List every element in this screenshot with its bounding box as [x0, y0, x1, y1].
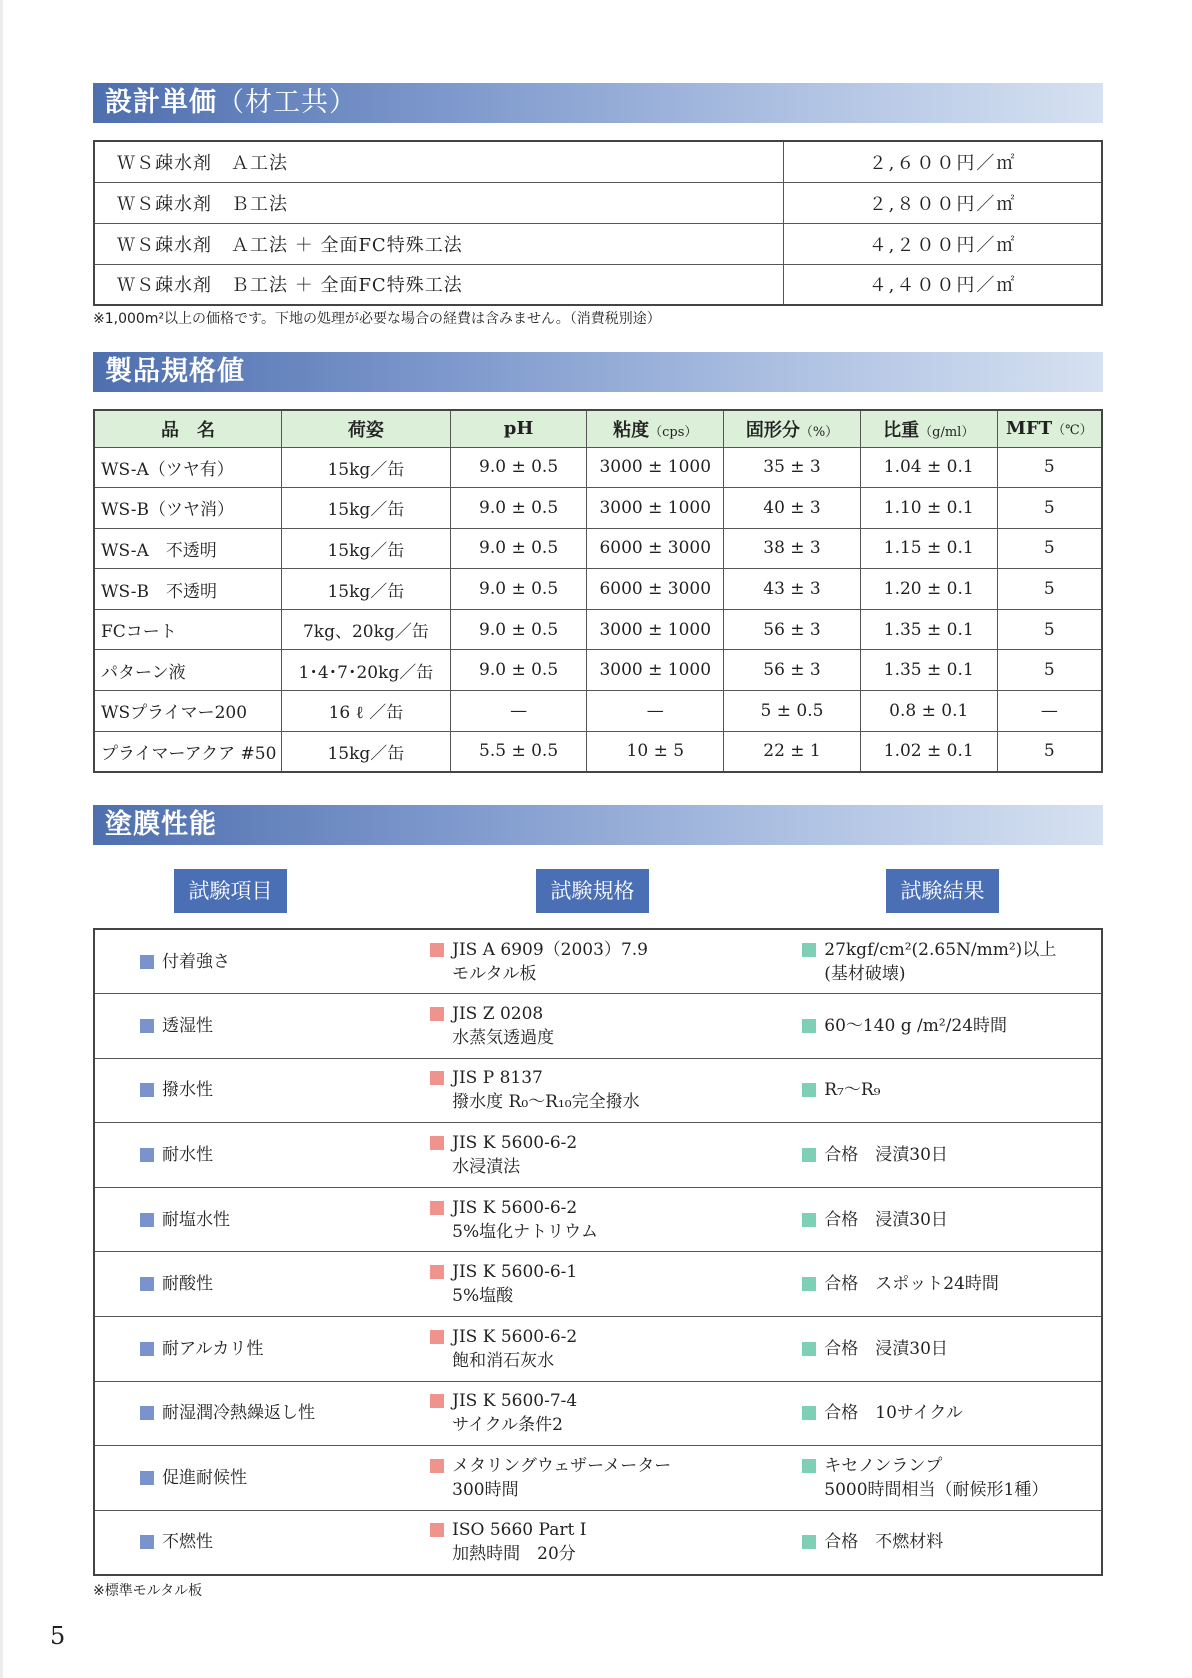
spec-row [94, 609, 1102, 650]
section-title: 製品規格値 [105, 356, 245, 387]
spec-row [94, 447, 1102, 488]
green-square-icon [802, 1083, 816, 1097]
perf-result-cell [802, 1446, 1102, 1511]
spec-cell-viscosity: 6000 ± 3000 [587, 569, 724, 610]
perf-item-label: 耐酸性 [162, 1274, 213, 1295]
perf-item-label: 耐アルカリ性 [162, 1338, 264, 1359]
spec-cell-viscosity: — [587, 691, 724, 732]
perf-result-line1: 合格 浸漬30日 [824, 1145, 948, 1166]
col-header-mft: MFT（℃） [997, 410, 1102, 447]
perf-item-cell [94, 1252, 430, 1317]
perf-standard-cell [430, 1446, 802, 1511]
spec-cell-pack: 15kg／缶 [282, 731, 451, 772]
perf-result-line1: 合格 スポット24時間 [824, 1274, 999, 1295]
spec-cell-mft: 5 [997, 569, 1102, 610]
pink-square-icon [430, 1201, 444, 1215]
section-header-spec [93, 352, 1103, 392]
perf-row [94, 1317, 1102, 1382]
pink-square-icon [430, 1523, 444, 1537]
spec-cell-name: プライマーアクア #50 [94, 731, 282, 772]
perf-item-cell [94, 994, 430, 1059]
section-header-price [93, 83, 1103, 123]
spec-row [94, 650, 1102, 691]
perf-item-cell [94, 1510, 430, 1575]
perf-standard-line2: サイクル条件2 [452, 1415, 563, 1436]
spec-cell-name: パターン液 [94, 650, 282, 691]
spec-cell-ph: 9.0 ± 0.5 [450, 609, 587, 650]
spec-cell-mft: 5 [997, 650, 1102, 691]
spec-cell-mft: — [997, 691, 1102, 732]
perf-result-cell [802, 929, 1102, 994]
pink-square-icon [430, 1265, 444, 1279]
green-square-icon [802, 1459, 816, 1473]
perf-item-label: 耐湿潤冷熱繰返し性 [162, 1403, 315, 1424]
perf-standard-line2: 飽和消石灰水 [452, 1350, 555, 1371]
perf-standard-cell [430, 1252, 802, 1317]
pink-square-icon [430, 1071, 444, 1085]
perf-result-line1: 合格 浸漬30日 [824, 1338, 948, 1359]
spec-row [94, 488, 1102, 529]
green-square-icon [802, 1535, 816, 1549]
green-square-icon [802, 1019, 816, 1033]
perf-standard-line1: JIS K 5600-6-2 [452, 1197, 578, 1218]
spec-cell-gravity: 1.20 ± 0.1 [860, 569, 997, 610]
perf-result-line2: (基材破壊) [824, 963, 906, 984]
price-item-name: ＷＳ疎水剤 Ｂ工法 [94, 182, 784, 223]
spec-cell-solid: 40 ± 3 [724, 488, 861, 529]
col-header-ph: pH [450, 410, 587, 447]
perf-result-line1: 60～140 g /m²/24時間 [824, 1015, 1008, 1036]
spec-cell-name: WSプライマー200 [94, 691, 282, 732]
spec-cell-gravity: 1.35 ± 0.1 [860, 650, 997, 691]
perf-item-label: 耐塩水性 [162, 1209, 230, 1230]
perf-item-cell [94, 1381, 430, 1446]
perf-standard-line2: 水蒸気透過度 [452, 1027, 555, 1048]
col-header-solid: 固形分（%） [724, 410, 861, 447]
pink-square-icon [430, 1330, 444, 1344]
spec-cell-ph: 9.0 ± 0.5 [450, 569, 587, 610]
price-item-value: ２,６００円／㎡ [784, 141, 1102, 182]
tab-test-result: 試験結果 [886, 869, 999, 913]
perf-row [94, 1381, 1102, 1446]
perf-note: ※標準モルタル板 [93, 1583, 203, 1599]
perf-row [94, 1252, 1102, 1317]
perf-row [94, 1123, 1102, 1188]
perf-row [94, 994, 1102, 1059]
perf-standard-cell [430, 1317, 802, 1382]
perf-result-line2: 5000時間相当（耐候形1種） [824, 1480, 1049, 1501]
spec-cell-pack: 15kg／缶 [282, 528, 451, 569]
perf-item-label: 撥水性 [162, 1080, 213, 1101]
perf-standard-line2: 5%塩化ナトリウム [452, 1221, 598, 1242]
price-note: ※1,000m²以上の価格です。下地の処理が必要な場合の経費は含みません。（消費税別途） [93, 311, 661, 327]
perf-standard-cell [430, 1123, 802, 1188]
section-title: 塗膜性能 [105, 809, 217, 840]
blue-square-icon [140, 1471, 154, 1485]
perf-standard-line1: ISO 5660 Part Ⅰ [452, 1520, 587, 1541]
blue-square-icon [140, 1406, 154, 1420]
perf-item-label: 促進耐候性 [162, 1468, 247, 1489]
spec-cell-solid: 5 ± 0.5 [724, 691, 861, 732]
blue-square-icon [140, 1213, 154, 1227]
spec-cell-gravity: 0.8 ± 0.1 [860, 691, 997, 732]
spec-row [94, 731, 1102, 772]
price-item-value: ２,８００円／㎡ [784, 182, 1102, 223]
spec-row [94, 569, 1102, 610]
spec-cell-ph: 9.0 ± 0.5 [450, 488, 587, 529]
spec-cell-name: WS-B 不透明 [94, 569, 282, 610]
pink-square-icon [430, 943, 444, 957]
spec-cell-viscosity: 3000 ± 1000 [587, 488, 724, 529]
spec-cell-mft: 5 [997, 528, 1102, 569]
pink-square-icon [430, 1394, 444, 1408]
spec-cell-name: FCコート [94, 609, 282, 650]
perf-row [94, 1058, 1102, 1123]
spec-cell-gravity: 1.10 ± 0.1 [860, 488, 997, 529]
spec-cell-solid: 56 ± 3 [724, 650, 861, 691]
perf-item-cell [94, 1187, 430, 1252]
perf-result-cell [802, 1187, 1102, 1252]
perf-standard-line2: 加熱時間 20分 [452, 1544, 576, 1565]
col-header-name: 品 名 [94, 410, 282, 447]
perf-standard-cell [430, 1381, 802, 1446]
page-number: 5 [50, 1622, 66, 1650]
spec-cell-solid: 35 ± 3 [724, 447, 861, 488]
blue-square-icon [140, 1342, 154, 1356]
green-square-icon [802, 1148, 816, 1162]
perf-result-cell [802, 1381, 1102, 1446]
blue-square-icon [140, 1148, 154, 1162]
price-item-value: ４,４００円／㎡ [784, 264, 1102, 305]
spec-cell-ph: 5.5 ± 0.5 [450, 731, 587, 772]
col-header-viscosity: 粘度（cps） [587, 410, 724, 447]
spec-cell-ph: 9.0 ± 0.5 [450, 528, 587, 569]
spec-cell-pack: 16 ℓ ／缶 [282, 691, 451, 732]
spec-cell-viscosity: 3000 ± 1000 [587, 650, 724, 691]
blue-square-icon [140, 1083, 154, 1097]
spec-cell-ph: — [450, 691, 587, 732]
perf-item-cell [94, 1123, 430, 1188]
perf-result-line1: R₇～R₉ [824, 1080, 881, 1101]
perf-item-cell [94, 1317, 430, 1382]
perf-standard-line1: メタリングウェザーメーター [452, 1456, 672, 1477]
perf-standard-cell [430, 994, 802, 1059]
price-item-name: ＷＳ疎水剤 Ａ工法 [94, 141, 784, 182]
perf-standard-line1: JIS K 5600-6-2 [452, 1326, 578, 1347]
perf-standard-cell [430, 1510, 802, 1575]
perf-table [93, 928, 1103, 1576]
spec-cell-viscosity: 3000 ± 1000 [587, 609, 724, 650]
perf-standard-line1: JIS A 6909（2003）7.9 [452, 939, 648, 960]
perf-result-cell [802, 1510, 1102, 1575]
perf-row [94, 929, 1102, 994]
perf-standard-line1: JIS K 5600-6-2 [452, 1133, 578, 1154]
perf-result-line1: 合格 10サイクル [824, 1403, 963, 1424]
perf-item-label: 付着強さ [162, 951, 230, 972]
green-square-icon [802, 1213, 816, 1227]
perf-standard-line2: 撥水度 R₀～R₁₀完全撥水 [452, 1092, 640, 1113]
col-header-gravity: 比重（g/ml） [860, 410, 997, 447]
green-square-icon [802, 943, 816, 957]
perf-result-cell [802, 1317, 1102, 1382]
perf-standard-line1: JIS K 5600-7-4 [452, 1391, 578, 1412]
spec-cell-pack: 15kg／缶 [282, 447, 451, 488]
blue-square-icon [140, 1535, 154, 1549]
tab-test-item: 試験項目 [174, 869, 287, 913]
perf-standard-line1: JIS P 8137 [452, 1068, 543, 1089]
spec-cell-mft: 5 [997, 731, 1102, 772]
section-title: 設計単価 [105, 87, 217, 118]
price-row [94, 223, 1102, 264]
perf-row [94, 1510, 1102, 1575]
spec-cell-pack: 1･4･7･20kg／缶 [282, 650, 451, 691]
perf-item-cell [94, 929, 430, 994]
perf-standard-cell [430, 929, 802, 994]
green-square-icon [802, 1342, 816, 1356]
spec-cell-viscosity: 10 ± 5 [587, 731, 724, 772]
spec-cell-name: WS-A（ツヤ有） [94, 447, 282, 488]
pink-square-icon [430, 1459, 444, 1473]
price-row [94, 264, 1102, 305]
spec-cell-gravity: 1.04 ± 0.1 [860, 447, 997, 488]
spec-cell-solid: 43 ± 3 [724, 569, 861, 610]
perf-result-cell [802, 1252, 1102, 1317]
perf-standard-line1: JIS Z 0208 [452, 1003, 544, 1024]
price-table [93, 140, 1103, 306]
perf-result-cell [802, 1058, 1102, 1123]
spec-cell-solid: 38 ± 3 [724, 528, 861, 569]
perf-standard-line2: モルタル板 [452, 963, 537, 984]
spec-cell-mft: 5 [997, 488, 1102, 529]
green-square-icon [802, 1406, 816, 1420]
perf-result-line1: 合格 不燃材料 [824, 1532, 944, 1553]
col-header-pack: 荷姿 [282, 410, 451, 447]
spec-cell-pack: 15kg／缶 [282, 569, 451, 610]
perf-item-label: 耐水性 [162, 1145, 213, 1166]
spec-cell-mft: 5 [997, 609, 1102, 650]
price-item-name: ＷＳ疎水剤 Ｂ工法 ＋ 全面FC特殊工法 [94, 264, 784, 305]
tab-test-standard: 試験規格 [536, 869, 649, 913]
spec-cell-pack: 15kg／缶 [282, 488, 451, 529]
perf-item-cell [94, 1058, 430, 1123]
price-item-value: ４,２００円／㎡ [784, 223, 1102, 264]
blue-square-icon [140, 1019, 154, 1033]
perf-standard-cell [430, 1058, 802, 1123]
spec-header-row [94, 410, 1102, 447]
price-item-name: ＷＳ疎水剤 Ａ工法 ＋ 全面FC特殊工法 [94, 223, 784, 264]
perf-standard-line1: JIS K 5600-6-1 [452, 1262, 578, 1283]
perf-standard-line2: 5%塩酸 [452, 1286, 514, 1307]
spec-cell-viscosity: 6000 ± 3000 [587, 528, 724, 569]
perf-item-label: 透湿性 [162, 1015, 213, 1036]
perf-item-cell [94, 1446, 430, 1511]
perf-standard-line2: 300時間 [452, 1480, 519, 1501]
perf-result-cell [802, 994, 1102, 1059]
perf-standard-cell [430, 1187, 802, 1252]
perf-result-line1: 合格 浸漬30日 [824, 1209, 948, 1230]
spec-row [94, 528, 1102, 569]
perf-result-cell [802, 1123, 1102, 1188]
spec-cell-pack: 7kg、20kg／缶 [282, 609, 451, 650]
price-row [94, 141, 1102, 182]
green-square-icon [802, 1277, 816, 1291]
spec-cell-ph: 9.0 ± 0.5 [450, 447, 587, 488]
spec-cell-gravity: 1.35 ± 0.1 [860, 609, 997, 650]
section-title-paren: （材工共） [217, 87, 357, 118]
spec-cell-name: WS-A 不透明 [94, 528, 282, 569]
spec-table [93, 409, 1103, 773]
perf-result-line1: 27kgf/cm²(2.65N/mm²)以上 [824, 939, 1057, 960]
spec-cell-ph: 9.0 ± 0.5 [450, 650, 587, 691]
perf-standard-line2: 水浸漬法 [452, 1157, 521, 1178]
spec-row [94, 691, 1102, 732]
perf-result-line1: キセノンランプ [824, 1456, 943, 1477]
page-left-edge [0, 0, 3, 1678]
spec-cell-solid: 56 ± 3 [724, 609, 861, 650]
spec-cell-gravity: 1.02 ± 0.1 [860, 731, 997, 772]
blue-square-icon [140, 955, 154, 969]
pink-square-icon [430, 1007, 444, 1021]
spec-cell-solid: 22 ± 1 [724, 731, 861, 772]
spec-cell-mft: 5 [997, 447, 1102, 488]
blue-square-icon [140, 1277, 154, 1291]
perf-row [94, 1446, 1102, 1511]
spec-cell-gravity: 1.15 ± 0.1 [860, 528, 997, 569]
spec-cell-name: WS-B（ツヤ消） [94, 488, 282, 529]
section-header-perf [93, 805, 1103, 845]
price-row [94, 182, 1102, 223]
spec-cell-viscosity: 3000 ± 1000 [587, 447, 724, 488]
pink-square-icon [430, 1136, 444, 1150]
perf-item-label: 不燃性 [162, 1532, 213, 1553]
perf-row [94, 1187, 1102, 1252]
